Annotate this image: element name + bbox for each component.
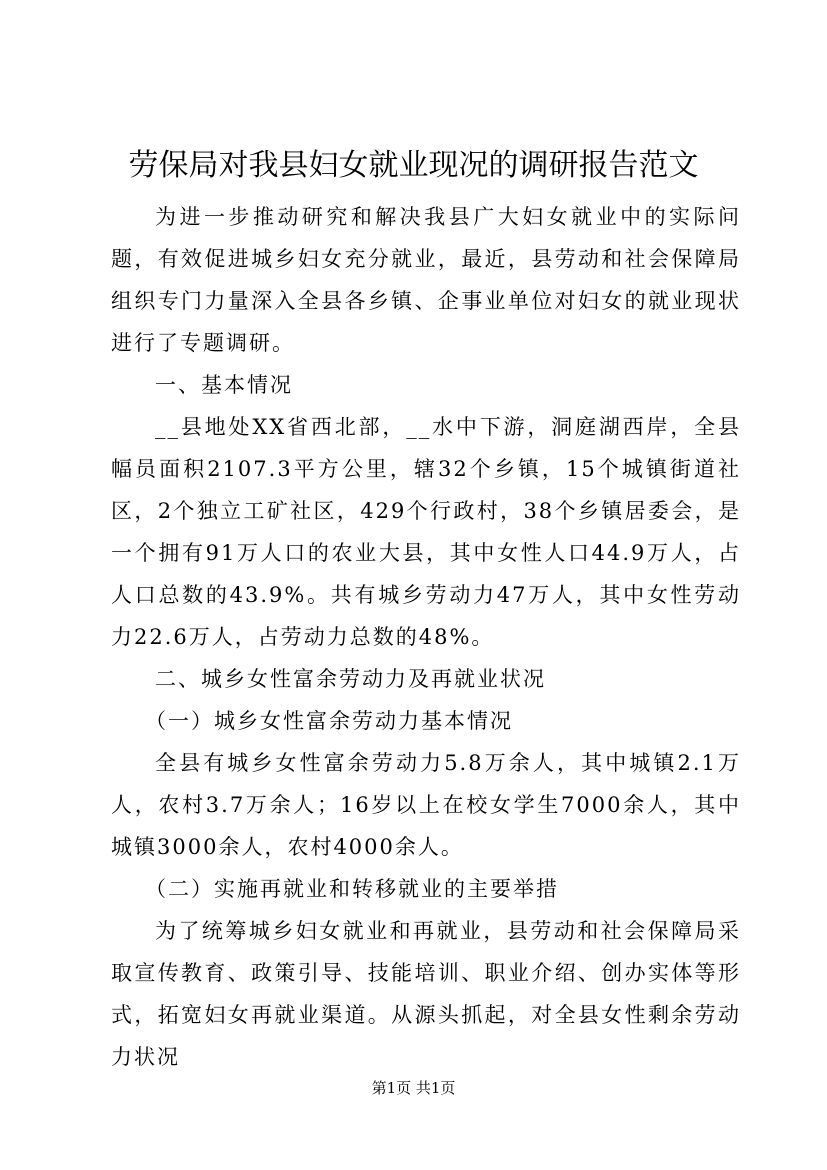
subsection-heading-measures: （二）实施再就业和转移就业的主要举措 [145,877,559,901]
page-footer: 第1页 共1页 [371,1079,456,1097]
measures-paragraph: 为了统筹城乡妇女就业和再就业，县劳动和社会保障局采取宣传教育、政策引导、技能培训、职业介绍、创办实体等形式，拓宽妇女再就业渠道。从源头抓起，对全县女性剩余劳动力状况 [111,919,741,1069]
subsection-heading-surplus-labor: （一）城乡女性富余劳动力基本情况 [145,709,513,733]
document-title: 劳保局对我县妇女就业现况的调研报告范文 [128,148,699,183]
surplus-labor-paragraph: 全县有城乡女性富余劳动力5.8万余人，其中城镇2.1万人，农村3.7万余人；16岁以上在校女学生7000余人，其中城镇3000余人，农村4000余人。 [111,751,741,859]
section-heading-reemployment: 二、城乡女性富余劳动力及再就业状况 [155,667,546,691]
basic-situation-paragraph: __县地处XX省西北部，__水中下游，洞庭湖西岸，全县幅员面积2107.3平方公里，辖32个乡镇，15个城镇街道社区，2个独立工矿社区，429个行政村，38个乡镇居委会，是一个拥有91万人口的农业大县，其中女性人口44.9万人，占人口总数的43.9%。共有城乡劳动力47万人，其中女性劳动力22.6万人，占劳动力总数的48%。 [111,415,741,649]
intro-paragraph: 为进一步推动研究和解决我县广大妇女就业中的实际问题，有效促进城乡妇女充分就业，最近，县劳动和社会保障局组织专门力量深入全县各乡镇、企事业单位对妇女的就业现状进行了专题调研。 [111,205,741,355]
document-body [111,196,741,1078]
section-heading-basic-situation: 一、基本情况 [155,373,293,397]
